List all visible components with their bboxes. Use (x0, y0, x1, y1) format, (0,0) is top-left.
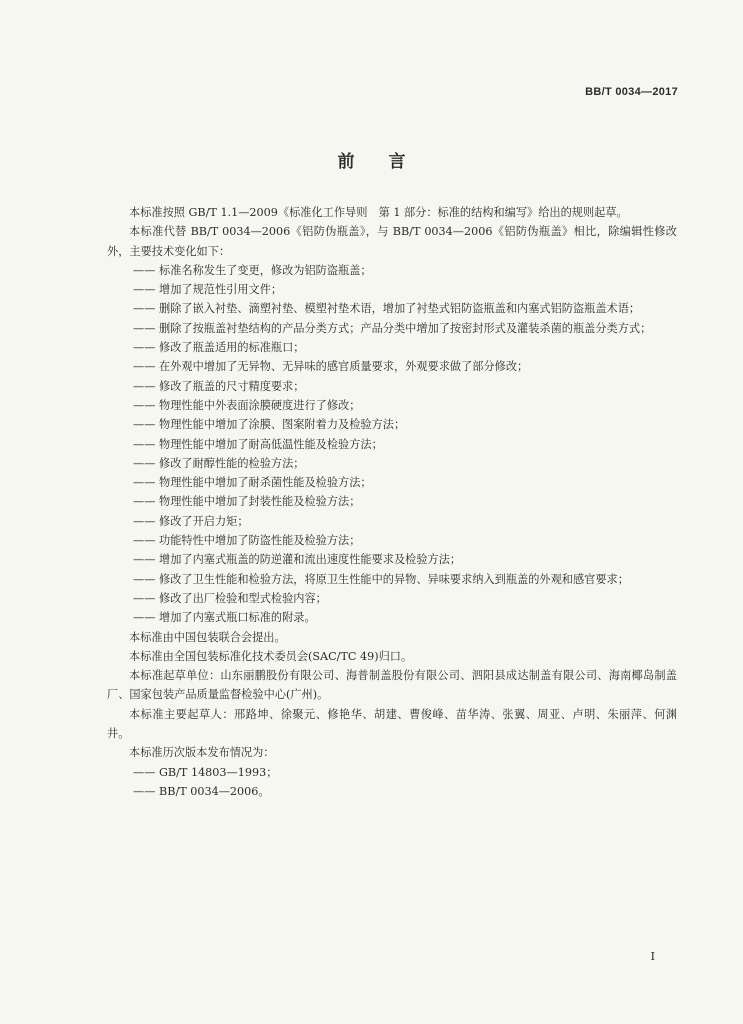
foreword-body (107, 203, 677, 801)
paragraph-history: 本标准历次版本发布情况为： (129, 746, 275, 760)
page-title: 前言 (337, 152, 440, 172)
list-item: —— 标准名称发生了变更，修改为铝防盗瓶盖； (133, 263, 372, 277)
list-item: —— 增加了规范性引用文件； (133, 283, 283, 297)
list-item: —— 修改了开启力矩； (133, 514, 249, 528)
list-item: —— 物理性能中外表面涂膜硬度进行了修改； (133, 398, 361, 412)
list-item: —— 修改了卫生性能和检验方法，将原卫生性能中的异物、异味要求纳入到瓶盖的外观和感官要求； (133, 572, 629, 586)
list-item: —— 删除了嵌入衬垫、滴塑衬垫、模塑衬垫术语，增加了衬垫式铝防盗瓶盖和内塞式铝防盗瓶盖术语； (133, 302, 641, 316)
paragraph-drafting-rules: 本标准按照 GB/T 1.1—2009《标准化工作导则 第 1 部分：标准的结构和编写》给出的规则起草。 (129, 206, 628, 219)
list-item: —— 物理性能中增加了耐杀菌性能及检验方法； (133, 476, 372, 490)
paragraph-drafting-units: 本标准起草单位：山东丽鹏股份有限公司、海普制盖股份有限公司、泗阳县成达制盖有限公司、海南椰岛制盖厂、国家包装产品质量监督检验中心(广州)。 (107, 669, 677, 702)
list-item: —— 修改了耐醇性能的检验方法； (133, 456, 305, 470)
list-item: —— 物理性能中增加了封装性能及检验方法； (133, 495, 361, 509)
list-item: —— 删除了按瓶盖衬垫结构的产品分类方式；产品分类中增加了按密封形式及灌装杀菌的瓶盖分类方式； (133, 321, 652, 335)
paragraph-drafters: 本标准主要起草人：邢路坤、徐聚元、修艳华、胡建、曹俊峰、苗华涛、张翼、周亚、卢明、朱丽萍、何渊井。 (107, 707, 677, 741)
list-item: —— BB/T 0034—2006。 (133, 784, 270, 798)
versions-list (107, 763, 677, 802)
page-number: I (650, 950, 655, 963)
list-item: —— 增加了内塞式瓶口标准的附录。 (133, 611, 316, 625)
standard-code: BB/T 0034—2017 (585, 86, 678, 98)
list-item: —— 功能特性中增加了防盗性能及检验方法； (133, 534, 361, 548)
list-item: —— 增加了内塞式瓶盖的防逆灌和流出速度性能要求及检验方法； (133, 553, 462, 567)
paragraph-proposer: 本标准由中国包装联合会提出。 (129, 630, 286, 644)
list-item: —— 修改了瓶盖的尺寸精度要求； (133, 379, 305, 393)
list-item: —— GB/T 14803—1993； (133, 765, 278, 779)
list-item: —— 物理性能中增加了涂膜、图案附着力及检验方法； (133, 418, 406, 432)
list-item: —— 修改了瓶盖适用的标准瓶口； (133, 341, 305, 355)
changes-list (107, 261, 677, 628)
list-item: —— 修改了出厂检验和型式检验内容； (133, 591, 327, 605)
list-item: —— 在外观中增加了无异物、无异味的感官质量要求，外观要求做了部分修改； (133, 360, 529, 374)
paragraph-committee: 本标准由全国包装标准化技术委员会(SAC/TC 49)归口。 (129, 649, 413, 663)
list-item: —— 物理性能中增加了耐高低温性能及检验方法； (133, 437, 383, 451)
paragraph-replacement: 本标准代替 BB/T 0034—2006《铝防伪瓶盖》，与 BB/T 0034—2006《铝防伪瓶盖》相比，除编辑性修改外，主要技术变化如下： (107, 225, 677, 258)
